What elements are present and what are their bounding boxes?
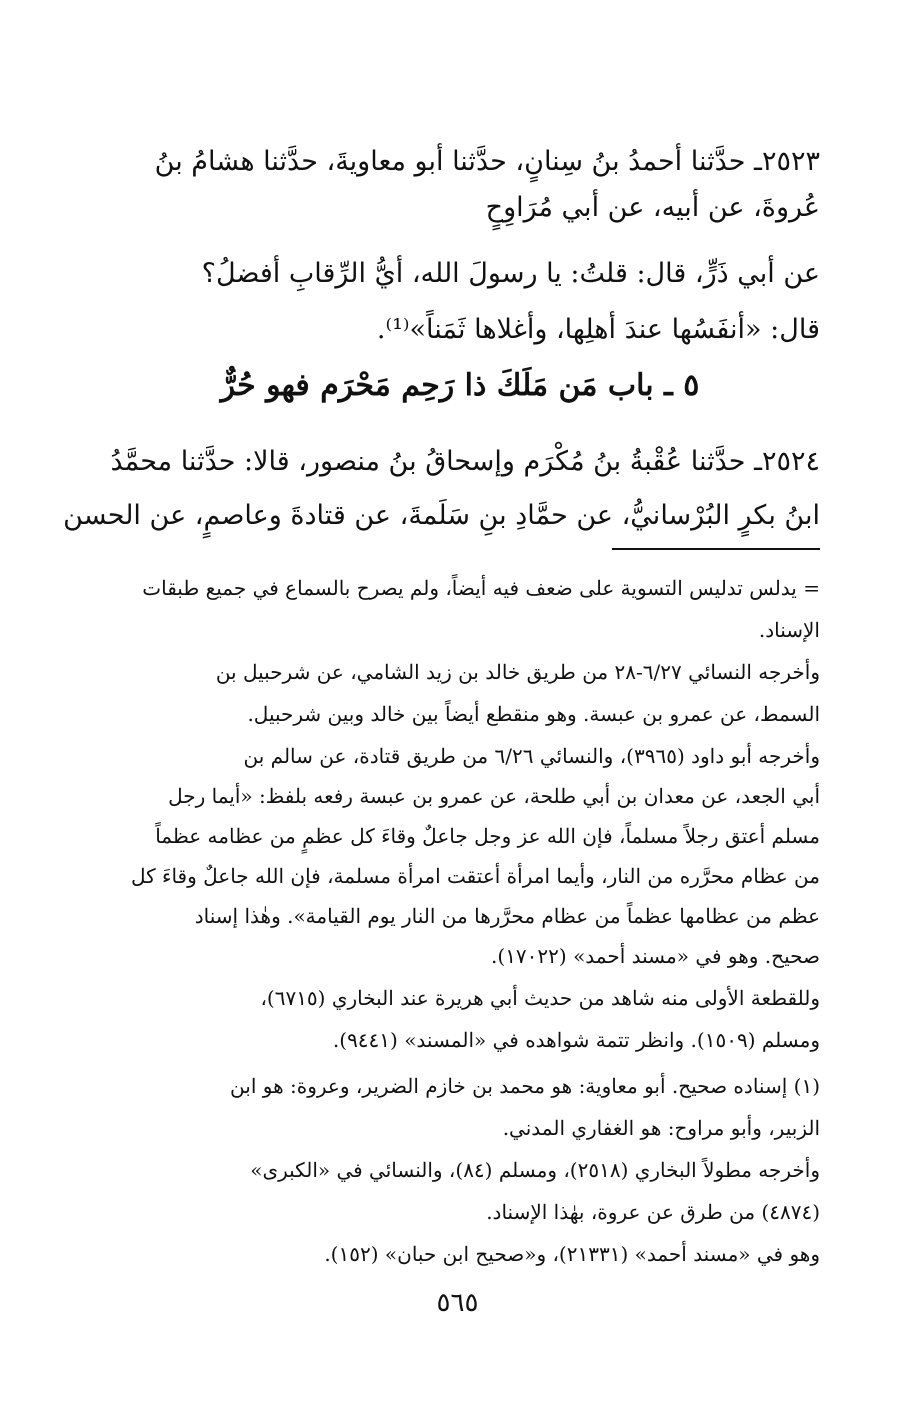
hadith-2524-line-2: ابنُ بكرٍ البُرْسانيُّ، عن حمَّادِ بنِ سَلَمةَ، عن قتادةَ وعاصمٍ، عن الحسن [63, 500, 820, 531]
footnote-line: الإسناد. [758, 618, 820, 642]
page-number: ٥٦٥ [436, 1288, 479, 1318]
footnote-line: وللقطعة الأولى منه شاهد من حديث أبي هريرة عند البخاري (٦٧١٥)، [260, 986, 820, 1010]
footnote-line: صحيح. وهو في «مسند أحمد» (١٧٠٢٢). [491, 944, 820, 968]
footnote-line: = يدلس تدليس التسوية على ضعف فيه أيضاً، ولم يصرح بالسماع في جميع طبقات [142, 576, 820, 600]
footnote-line: مسلم أعتق رجلاً مسلماً، فإن الله عز وجل جاعلٌ وقاءَ كل عظمٍ من عظامه عظماً [155, 824, 820, 848]
footnote-line: وأخرجه النسائي ٦/٢٧-٢٨ من طريق خالد بن زيد الشامي، عن شرحبيل بن [215, 660, 820, 684]
footnote-line: وأخرجه أبو داود (٣٩٦٥)، والنسائي ٦/٢٦ من طريق قتادة، عن سالم بن [243, 744, 820, 768]
footnote-line: ومسلم (١٥٠٩). وانظر تتمة شواهده في «المسند» (٩٤٤١). [332, 1028, 820, 1052]
footnote-line: من عظام محرَّره من النار، وأيما امرأة أعتقت امرأة مسلمة، فإن الله جاعلٌ وقاءَ كل [131, 864, 820, 888]
footnote-line: (٤٨٧٤) من طرق عن عروة، بهٰذا الإسناد. [486, 1200, 820, 1224]
hadith-2523-line-2: عُروةَ، عن أبيه، عن أبي مُرَاوِحٍ [485, 192, 820, 223]
chapter-heading: ٥ ـ باب مَن مَلَكَ ذا رَحِم مَحْرَم فهو حُرٌّ [220, 368, 700, 403]
footnote-line: وأخرجه مطولاً البخاري (٢٥١٨)، ومسلم (٨٤)، والنسائي في «الكبرى» [250, 1158, 820, 1182]
hadith-2523-line-1: ٢٥٢٣ـ حدَّثنا أحمدُ بنُ سِنانٍ، حدَّثنا أبو معاويةَ، حدَّثنا هشامُ بنُ [154, 146, 820, 177]
hadith-2523-line-3: عن أبي ذَرٍّ، قال: قلتُ: يا رسولَ الله، أيُّ الرِّقابِ أفضلُ؟ [201, 258, 820, 289]
hadith-2523-line-4: قال: «أنفَسُها عندَ أهلِها، وأغلاها ثَمَناً»⁽¹⁾. [376, 314, 820, 345]
footnote-line: أبي الجعد، عن معدان بن أبي طلحة، عن عمرو بن عبسة رفعه بلفظ: «أيما رجل [168, 784, 820, 808]
footnote-line: عظم من عظامها عظماً من عظام محرَّرها من النار يوم القيامة». وهٰذا إسناد [194, 904, 820, 928]
hadith-2524-line-1: ٢٥٢٤ـ حدَّثنا عُقْبةُ بنُ مُكْرَم وإسحاقُ بنُ منصور، قالا: حدَّثنا محمَّدُ [110, 446, 820, 477]
footnote-line: السمط، عن عمرو بن عبسة. وهو منقطع أيضاً بين خالد وبين شرحبيل. [247, 702, 820, 726]
footnote-separator [612, 548, 820, 550]
footnote-line: الزبير، وأبو مراوح: هو الغفاري المدني. [502, 1116, 820, 1140]
footnote-line: وهو في «مسند أحمد» (٢١٣٣١)، و«صحيح ابن حبان» (١٥٢). [324, 1242, 820, 1266]
footnote-line: (١) إسناده صحيح. أبو معاوية: هو محمد بن خازم الضرير، وعروة: هو ابن [230, 1074, 820, 1098]
